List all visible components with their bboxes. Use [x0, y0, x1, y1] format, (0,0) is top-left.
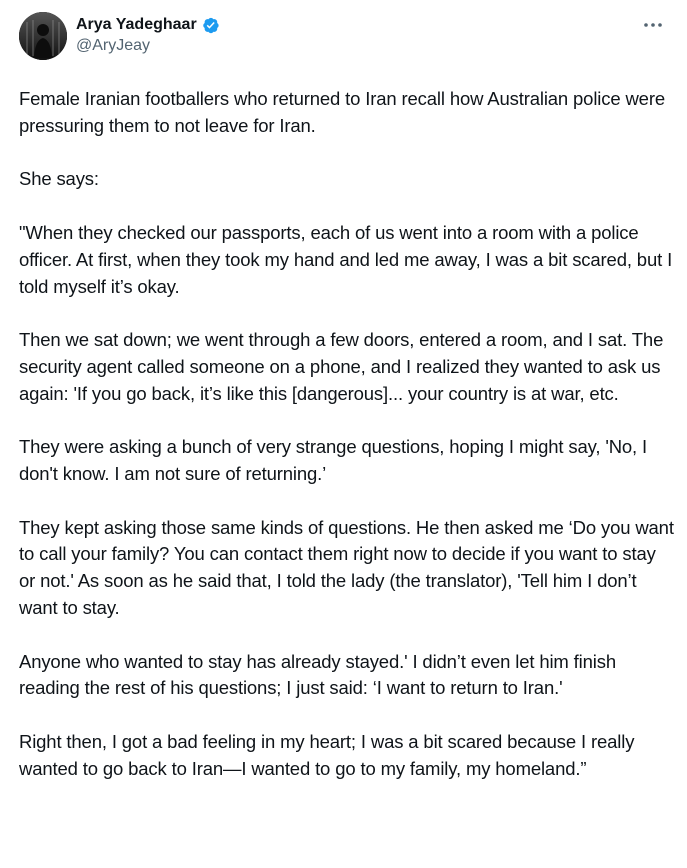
avatar[interactable]	[19, 12, 67, 60]
tweet-paragraph: They kept asking those same kinds of questions. He then asked me ‘Do you want to call your family? You can contact them right now to decide if you want to stay or not.' As soon as he said that, I told the lady (the translator), 'Tell him I don’t want to stay.	[19, 516, 674, 618]
tweet-header	[19, 12, 668, 72]
author-display-name[interactable]: Arya Yadeghaar	[76, 16, 197, 33]
verified-badge-icon	[201, 16, 220, 35]
more-options-button[interactable]	[638, 14, 668, 36]
author-handle[interactable]: @AryJeay	[76, 37, 151, 54]
author-names	[76, 14, 220, 55]
tweet-paragraph: Anyone who wanted to stay has already stayed.' I didn’t even let him finish reading the rest of his questions; I just said: ‘I want to return to Iran.'	[19, 650, 616, 699]
tweet-paragraph: They were asking a bunch of very strange questions, hoping I might say, 'No, I don't know. I am not sure of returning.’	[19, 436, 648, 485]
tweet-text	[19, 86, 674, 782]
name-row	[76, 14, 220, 36]
tweet-paragraph: "When they checked our passports, each of us went into a room with a police officer. At first, when they took my hand and led me away, I was a bit scared, but I told myself it’s okay.	[19, 222, 673, 297]
avatar-image	[19, 12, 67, 60]
tweet-paragraph: Then we sat down; we went through a few doors, entered a room, and I sat. The security agent called someone on a phone, and I realized they wanted to ask us again: 'If you go back, it’s like this [dangerous]... your country is at war, etc.	[19, 329, 664, 404]
tweet-paragraph: Female Iranian footballers who returned to Iran recall how Australian police were pressuring them to not leave for Iran.	[19, 88, 665, 136]
tweet-paragraph: She says:	[19, 168, 99, 190]
more-horizontal-icon	[643, 22, 663, 28]
tweet-paragraph: Right then, I got a bad feeling in my heart; I was a bit scared because I really wanted to go back to Iran—I wanted to go to my family, my homeland.”	[19, 730, 635, 779]
